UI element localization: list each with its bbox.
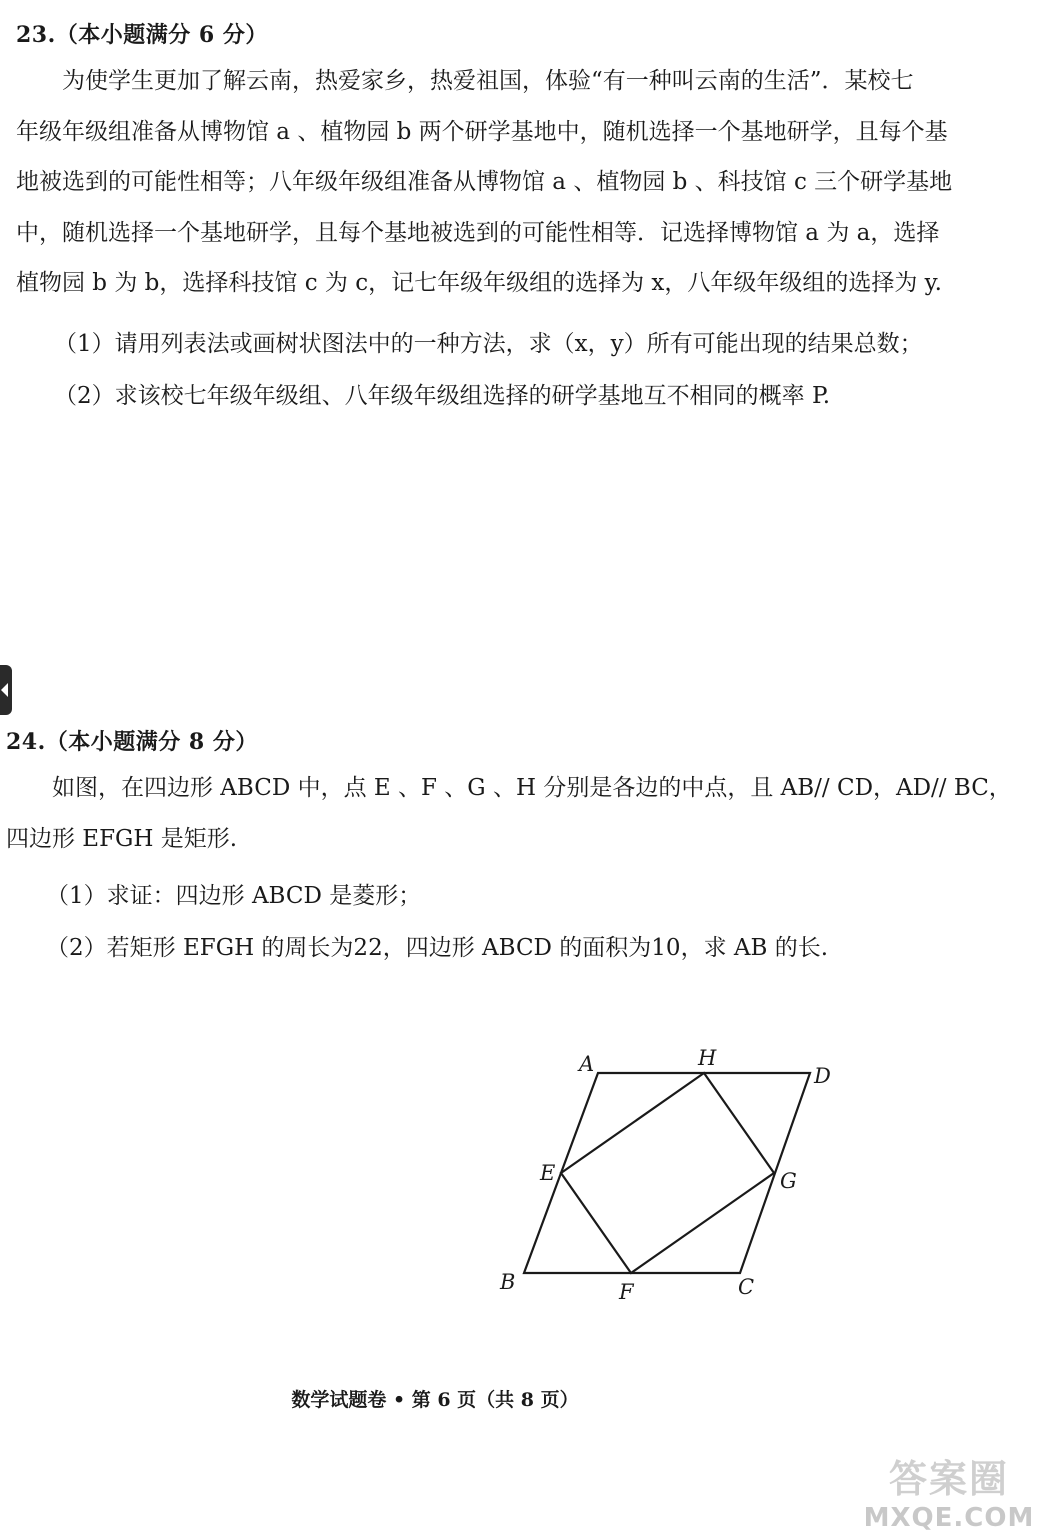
label-b: B	[500, 1270, 516, 1294]
label-a: A	[579, 1052, 595, 1076]
label-e: E	[540, 1161, 556, 1185]
quadrilateral-abcd	[524, 1073, 810, 1273]
q24-line-1: 如图，在四边形 ABCD 中，点 E 、F 、G 、H 分别是各边的中点，且 AB// CD，AD// BC，	[52, 775, 1012, 801]
geometry-figure-abcd	[480, 1030, 860, 1320]
watermark-logo-text: 答案圈	[888, 1457, 1009, 1501]
label-f: F	[619, 1280, 634, 1304]
label-d: D	[814, 1064, 831, 1088]
q23-subquestion-2: （2）求该校七年级年级组、八年级年级组选择的研学基地互不相同的概率 P.	[54, 383, 831, 409]
label-h: H	[698, 1046, 717, 1070]
q23-line-1: 为使学生更加了解云南，热爱家乡，热爱祖国，体验“有一种叫云南的生活”．某校七	[62, 68, 914, 94]
label-g: G	[780, 1169, 797, 1193]
side-collapse-tab[interactable]	[0, 665, 12, 715]
site-watermark	[854, 1448, 1044, 1533]
q24-subquestion-2: （2）若矩形 EFGH 的周长为22，四边形 ABCD 的面积为10，求 AB 的长.	[46, 935, 829, 961]
label-c: C	[738, 1275, 755, 1299]
question-23-header: 23.（本小题满分 6 分）	[16, 22, 268, 48]
page-footer: 数学试题卷 • 第 6 页（共 8 页）	[291, 1389, 579, 1411]
question-24-header: 24.（本小题满分 8 分）	[6, 729, 258, 755]
question-24-body	[6, 763, 1012, 864]
q23-line-4: 中，随机选择一个基地研学，且每个基地被选到的可能性相等．记选择博物馆 a 为 a，选择	[16, 219, 940, 246]
watermark-url: MXQE.COM	[863, 1503, 1035, 1533]
q24-subquestion-1: （1）求证：四边形 ABCD 是菱形；	[46, 883, 422, 909]
q23-line-2: 年级年级组准备从博物馆 a 、植物园 b 两个研学基地中，随机选择一个基地研学，且每个基	[16, 118, 948, 145]
rectangle-efgh	[561, 1073, 774, 1273]
q23-subquestion-1: （1）请用列表法或画树状图法中的一种方法，求（x，y）所有可能出现的结果总数；	[54, 331, 923, 357]
q24-line-2: 四边形 EFGH 是矩形.	[6, 825, 238, 852]
q23-line-3: 地被选到的可能性相等；八年级年级组准备从博物馆 a 、植物园 b 、科技馆 c 三个研学基地	[16, 169, 953, 195]
question-23-body	[16, 56, 952, 309]
q23-line-5: 植物园 b 为 b，选择科技馆 c 为 c，记七年级年级组的选择为 x，八年级年级组的选择为 y.	[16, 270, 942, 296]
